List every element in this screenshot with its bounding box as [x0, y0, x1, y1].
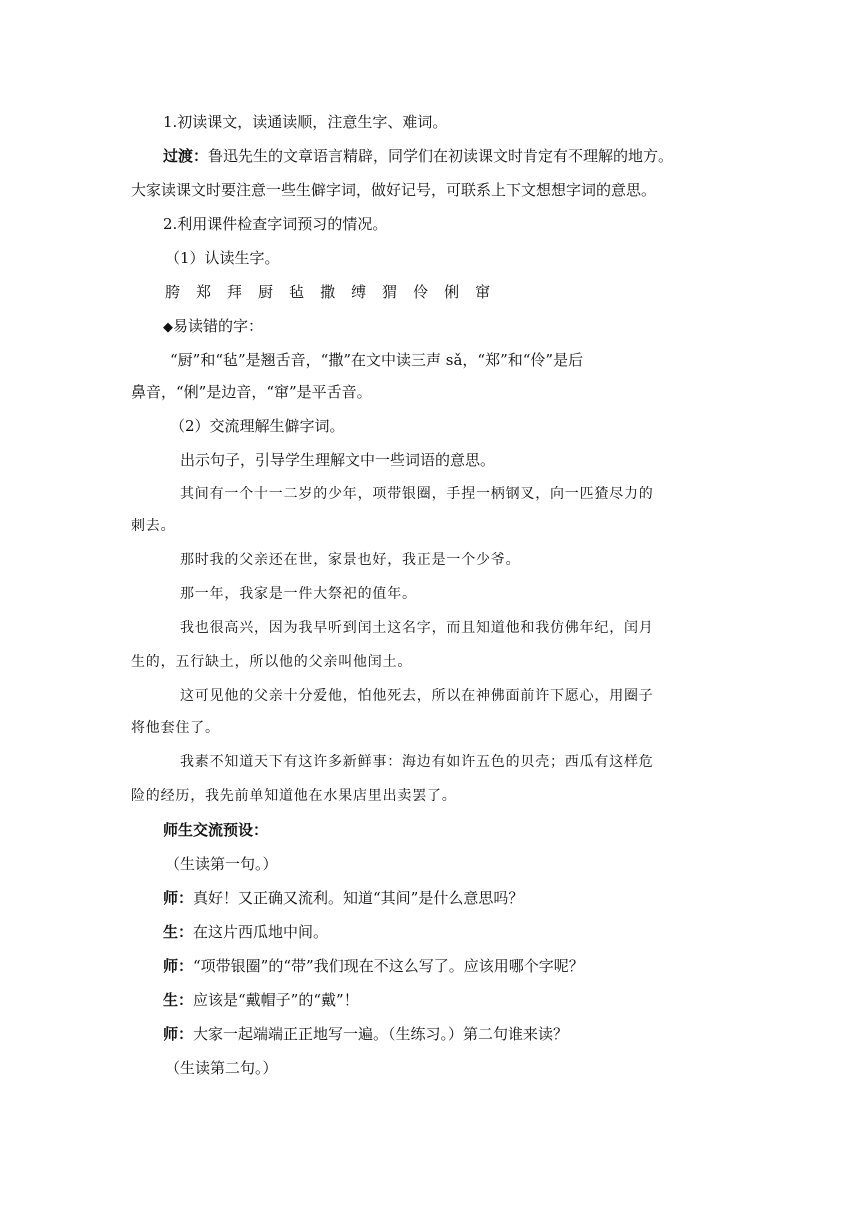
quote-sentence-1-cont: 刺去。: [131, 518, 176, 534]
speaker-label: 师：: [163, 957, 194, 975]
new-char: 猬: [382, 283, 398, 301]
stage-direction-2: （生读第二句。）: [165, 1059, 278, 1077]
dialogue-teacher-1: [163, 888, 763, 908]
dialogue-text: 真好！又正确又流利。知道“其间”是什么意思吗？: [193, 889, 524, 907]
dialogue-student-2: [163, 990, 763, 1010]
quote-sentence-2: 那时我的父亲还在世，家景也好，我正是一个少爷。: [180, 552, 521, 568]
new-char: 拜: [227, 283, 243, 301]
new-char: 缚: [351, 283, 367, 301]
paragraph-hard-chars: [163, 316, 763, 338]
quote-sentence-4: 我也很高兴，因为我早听到闰土这名字，而且知道他和我仿佛年纪，闰月: [180, 620, 654, 636]
paragraph-transition-cont: 大家读课文时要注意一些生僻字词，做好记号，可联系上下文想想字词的意思。: [131, 181, 657, 199]
paragraph-transition: [163, 146, 763, 166]
dialogue-teacher-2: [163, 956, 763, 976]
new-char: 伶: [413, 283, 429, 301]
hard-chars-label: 易读错的字：: [173, 317, 264, 335]
speaker-label: 生：: [163, 991, 194, 1009]
dialogue-text: 应该是“戴帽子”的“戴”！: [193, 991, 359, 1009]
new-char: 窜: [475, 283, 491, 301]
quote-sentence-4-cont: 生的，五行缺土，所以他的父亲叫他闰土。: [131, 654, 413, 670]
paragraph-pronunciation-cont: 鼻音，“俐”是边音，“窜”是平舌音。: [131, 383, 372, 401]
diamond-bullet-icon: ◆: [163, 320, 173, 335]
paragraph-pronunciation: “厨”和“毡”是翘舌音，“撒”在文中读三声 sǎ，“郑”和“伶”是后: [170, 351, 584, 369]
new-char: 厨: [258, 283, 274, 301]
quote-sentence-1: 其间有一个十一二岁的少年，项带银圈，手捏一柄钢叉，向一匹猹尽力的: [180, 486, 654, 502]
speaker-label: 生：: [163, 923, 194, 941]
transition-text: 鲁迅先生的文章语言精辟，同学们在初读课文时肯定有不理解的地方。: [208, 147, 674, 165]
transition-label: 过渡：: [163, 147, 209, 165]
new-char: 胯: [165, 283, 181, 301]
heading-teacher-student: 师生交流预设：: [163, 821, 269, 839]
new-char: 毡: [289, 283, 305, 301]
quote-sentence-6-cont: 险的经历，我先前单知道他在水果店里出卖罢了。: [131, 788, 457, 804]
speaker-label: 师：: [163, 1025, 194, 1043]
new-char: 撒: [320, 283, 336, 301]
dialogue-teacher-3: [163, 1024, 763, 1044]
dialogue-text: 大家一起端端正正地写一遍。（生练习。）第二句谁来读？: [193, 1025, 569, 1043]
new-char: 俐: [444, 283, 460, 301]
quote-sentence-5: 这可见他的父亲十分爱他，怕他死去，所以在神佛面前许下愿心，用圈子: [180, 688, 654, 704]
stage-direction-1: （生读第一句。）: [165, 855, 278, 873]
quote-sentence-5-cont: 将他套住了。: [131, 720, 220, 736]
dialogue-text: 在这片西瓜地中间。: [193, 923, 329, 941]
speaker-label: 师：: [163, 889, 194, 907]
paragraph-step2: 2.利用课件检查字词预习的情况。: [163, 215, 388, 233]
quote-sentence-6: 我素不知道天下有这许多新鲜事：海边有如许五色的贝壳；西瓜有这样危: [180, 754, 654, 770]
paragraph-step1: 1.初读课文，读通读顺，注意生字、难词。: [163, 113, 448, 131]
paragraph-show-sentences: 出示句子，引导学生理解文中一些词语的意思。: [180, 451, 496, 469]
paragraph-sub1: （1）认读生字。: [165, 249, 280, 267]
quote-sentence-3: 那一年，我家是一件大祭祀的值年。: [180, 586, 417, 602]
new-char: 郑: [196, 283, 212, 301]
dialogue-text: “项带银圈”的“带”我们现在不这么写了。应该用哪个字呢？: [193, 957, 584, 975]
dialogue-student-1: [163, 922, 763, 942]
paragraph-sub2: （2）交流理解生僻字词。: [170, 417, 345, 435]
new-characters-row: [165, 282, 765, 302]
